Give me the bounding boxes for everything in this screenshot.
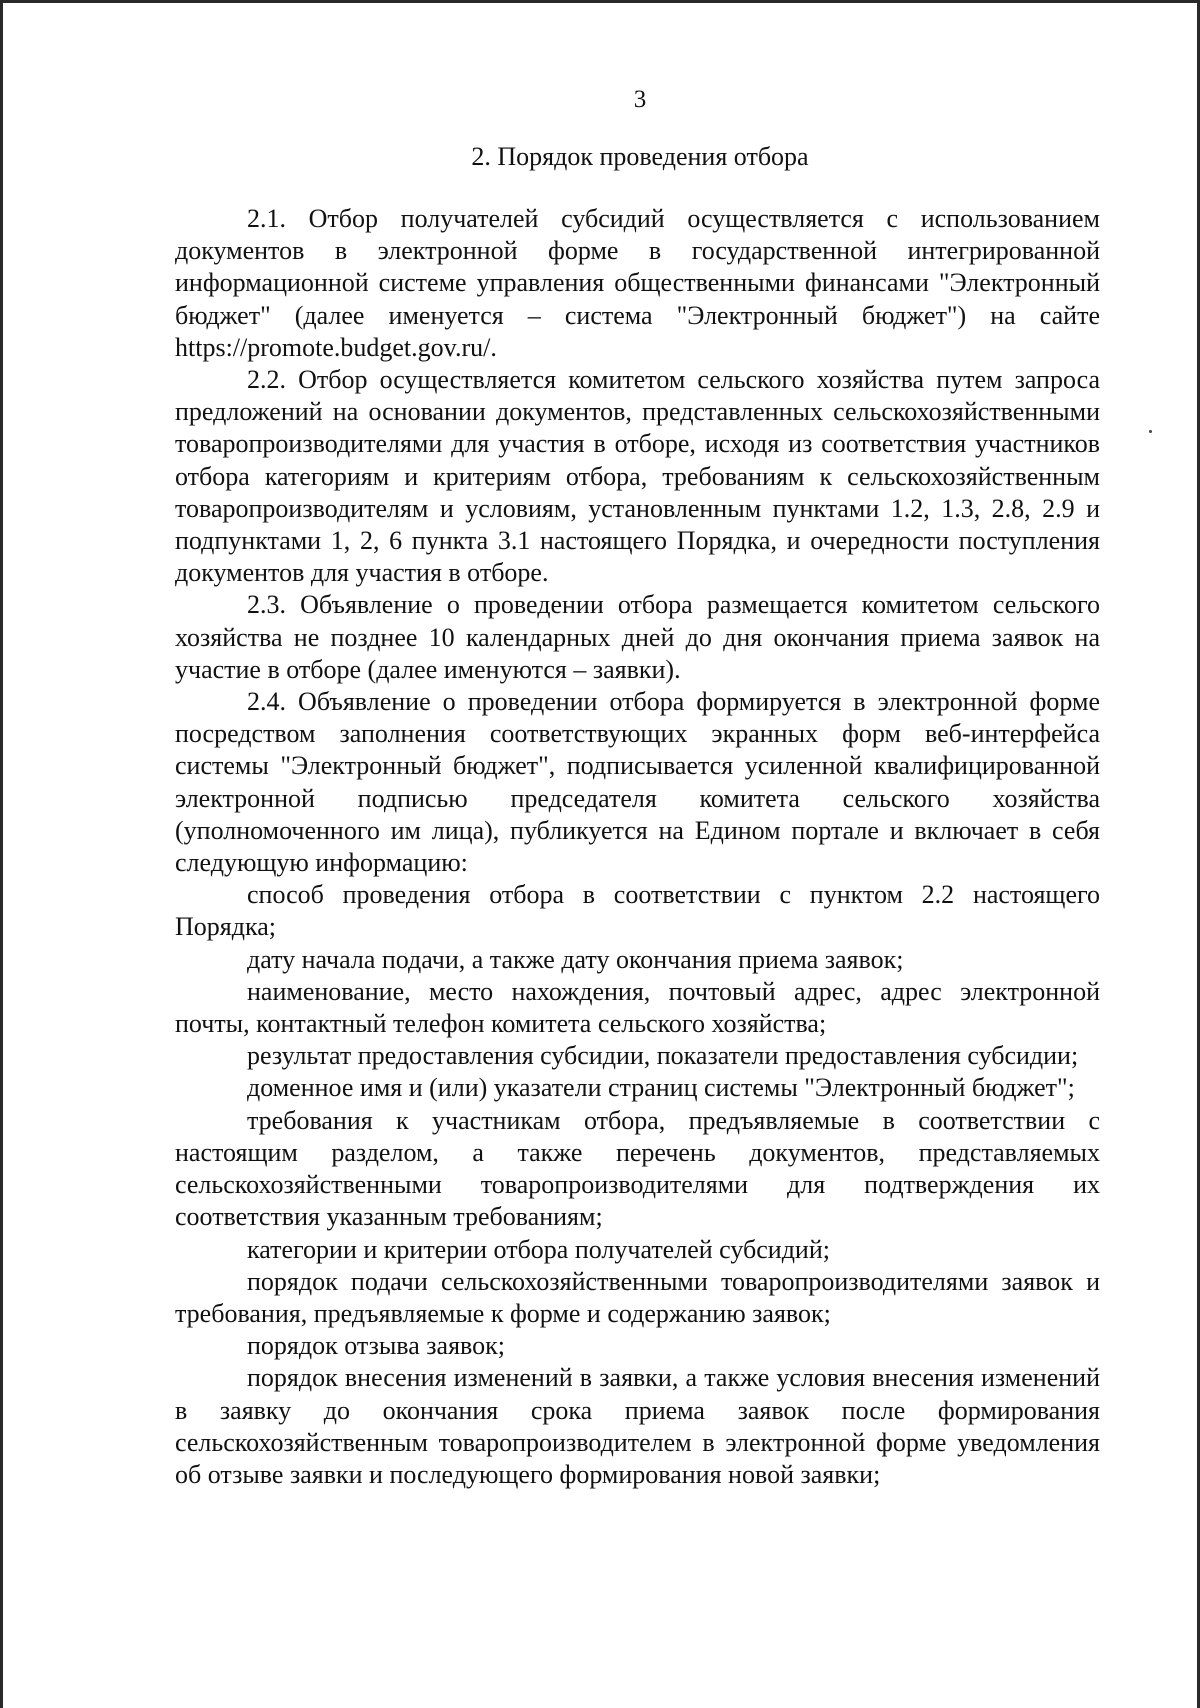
page-number: 3 [633, 86, 647, 113]
scan-border-top [0, 0, 1200, 3]
list-item: результат предоставления субсидии, показатели предоставления субсидии; [247, 1041, 1079, 1071]
section-title: 2. Порядок проведения отбора [471, 142, 809, 171]
paragraph-2-3: 2.3. Объявление о проведении отбора размещается комитетом сельского хозяйства не позднее 10 календарных дней до дня окончания приема заявок на участие в отборе (далее именуются – заявки). [175, 590, 1100, 684]
paragraph-2-4: 2.4. Объявление о проведении отбора формируется в электронной форме посредством заполнения соответствующих экранных форм веб-интерфейса системы "Электронный бюджет", подписывается усиленной квалифицированной электронной подписью председателя комитета сельского хозяйства (уполномоченного им лица), публикуется на Едином портале и включает в себя следующую информацию: [175, 687, 1100, 878]
list-item: порядок внесения изменений в заявки, а также условия внесения изменений в заявку до окончания срока приема заявок после формирования сельскохозяйственным товаропроизводителем в электронной форме уведомления об отзыве заявки и последующего формирования новой заявки; [175, 1363, 1100, 1489]
scan-speck [1149, 430, 1152, 433]
list-item: доменное имя и (или) указатели страниц системы "Электронный бюджет"; [247, 1073, 1075, 1103]
list-item: порядок подачи сельскохозяйственными товаропроизводителями заявок и требования, предъявляемые к форме и содержанию заявок; [175, 1266, 1100, 1328]
document-body [175, 203, 1100, 1491]
list-item: категории и критерии отбора получателей субсидий; [247, 1234, 830, 1264]
paragraph-2-1: 2.1. Отбор получателей субсидий осуществляется с использованием документов в электронной форме в государственной интегрированной информационной системе управления общественными финансами "Электронный бюджет" (далее именуется – система "Электронный бюджет") на сайте https://promote.budget.gov.ru/. [175, 204, 1100, 362]
list-item: дату начала подачи, а также дату окончания приема заявок; [247, 944, 904, 974]
list-item: наименование, место нахождения, почтовый адрес, адрес электронной почты, контактный телефон комитета сельского хозяйства; [175, 976, 1100, 1039]
list-item: способ проведения отбора в соответствии с пунктом 2.2 настоящего Порядка; [175, 880, 1100, 942]
list-item: требования к участникам отбора, предъявляемые в соответствии с настоящим разделом, а также перечень документов, представляемых сельскохозяйственными товаропроизводителями для подтверждения их соответствия указанным требованиям; [175, 1105, 1100, 1232]
scan-border-left [0, 0, 3, 1708]
paragraph-2-2: 2.2. Отбор осуществляется комитетом сельского хозяйства путем запроса предложений на основании документов, представленных сельскохозяйственными товаропроизводителями для участия в отборе, исходя из соответствия участников отбора категориям и критериям отбора, требованиям к сельскохозяйственным товаропроизводителям и условиям, установленным пунктами 1.2, 1.3, 2.8, 2.9 и подпунктами 1, 2, 6 пункта 3.1 настоящего Порядка, и очередности поступления документов для участия в отборе. [175, 365, 1100, 588]
list-item: порядок отзыва заявок; [247, 1331, 506, 1361]
